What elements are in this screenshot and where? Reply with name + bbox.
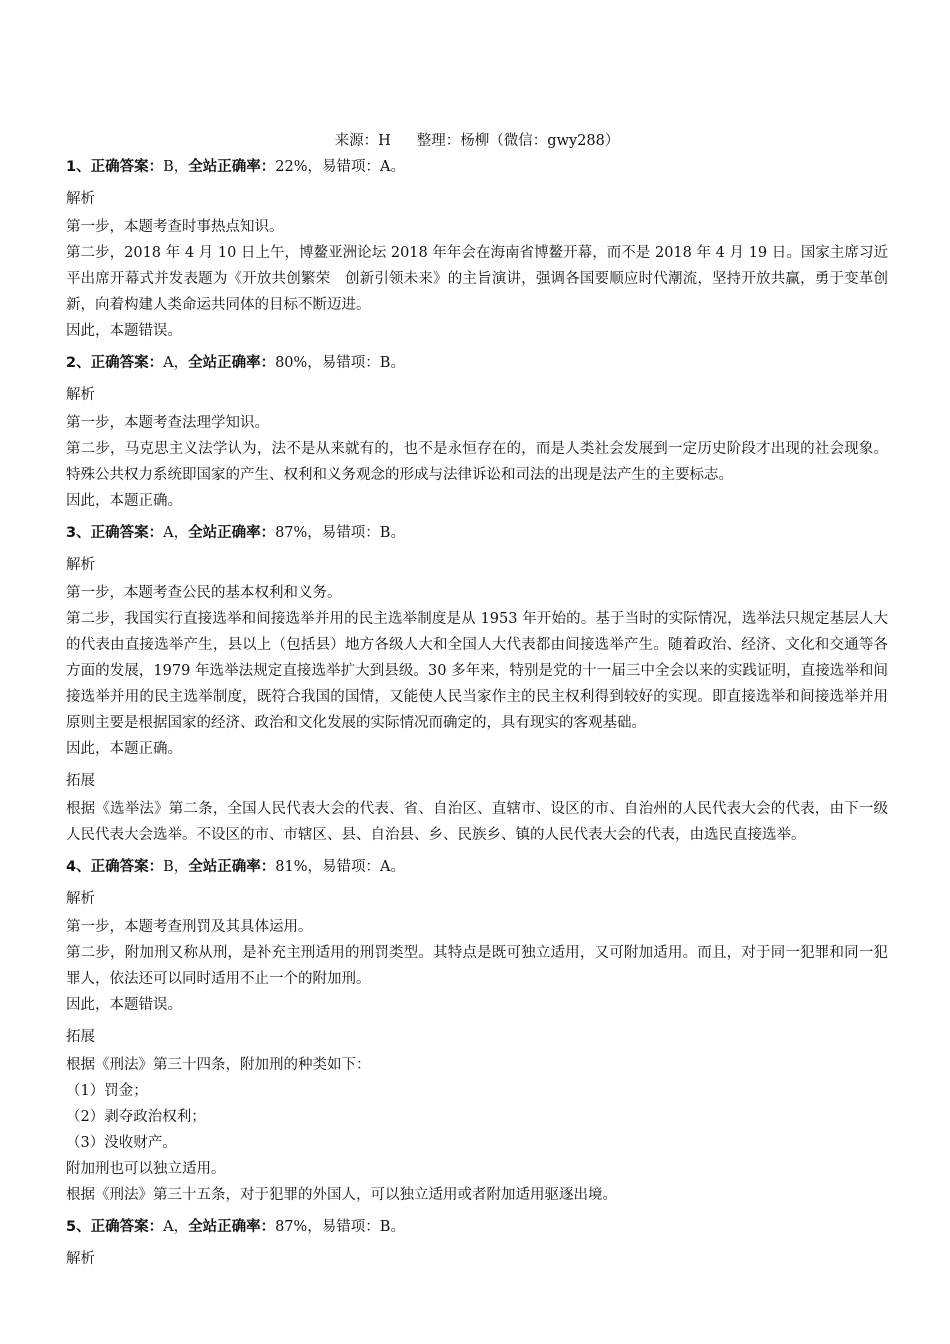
rate-value: 87%，易错项：B。 (275, 1219, 405, 1235)
question-block (66, 1214, 888, 1272)
answer-value: A， (163, 355, 189, 371)
rate-label: 全站正确率： (188, 159, 276, 175)
answer-value: B， (163, 159, 189, 175)
analysis-paragraph: 第二步，附加刑又称从刑，是补充主刑适用的刑罚类型。其特点是既可独立适用，又可附加适用。而且，对于同一犯罪和同一犯罪人，依法还可以同时适用不止一个的附加刑。 (66, 945, 888, 987)
question-number: 5、 (66, 1219, 91, 1235)
rate-label: 全站正确率： (188, 859, 276, 875)
extension-paragraph: （2）剥夺政治权利； (66, 1109, 206, 1125)
extension-paragraph: 根据《选举法》第二条，全国人民代表大会的代表、省、自治区、直辖市、设区的市、自治州的人民代表大会的代表，由下一级人民代表大会选举。不设区的市、市辖区、县、自治县、乡、民族乡、镇的人民代表大会的代表，由选民直接选举。 (66, 801, 888, 843)
question-block (66, 854, 888, 1208)
extension-label: 拓展 (66, 773, 95, 789)
source-header (66, 128, 888, 154)
analysis-paragraph: 第一步，本题考查法理学知识。 (66, 415, 269, 431)
answer-label: 正确答案： (90, 159, 164, 175)
question-header (66, 854, 888, 880)
editor-label: 整理：杨柳（微信：gwy288） (416, 133, 620, 149)
analysis-paragraph: 第二步，2018 年 4 月 10 日上午，博鳌亚洲论坛 2018 年年会在海南省博鳌开幕，而不是 2018 年 4 月 19 日。国家主席习近平出席开幕式并发表题为《开放共创繁荣 创新引领未来》的主旨演讲，强调各国要顺应时代潮流，坚持开放共赢，勇于变革创新，向着构建人类命运共同体的目标不断迈进。 (66, 245, 888, 313)
question-list (66, 154, 888, 1272)
analysis-label: 解析 (66, 387, 95, 403)
answer-label: 正确答案： (90, 525, 164, 541)
question-number: 2、 (66, 355, 91, 371)
answer-label: 正确答案： (90, 355, 164, 371)
question-block (66, 350, 888, 514)
answer-value: B， (163, 859, 189, 875)
question-block (66, 154, 888, 344)
rate-value: 87%，易错项：B。 (275, 525, 405, 541)
extension-paragraph: （1）罚金； (66, 1083, 148, 1099)
analysis-paragraph: 第二步，马克思主义法学认为，法不是从来就有的，也不是永恒存在的，而是人类社会发展到一定历史阶段才出现的社会现象。特殊公共权力系统即国家的产生、权利和义务观念的形成与法律诉讼和司法的出现是法产生的主要标志。 (66, 441, 888, 483)
answer-value: A， (163, 525, 189, 541)
analysis-paragraph: 第一步，本题考查刑罚及其具体运用。 (66, 919, 313, 935)
analysis-paragraph: 第二步，我国实行直接选举和间接选举并用的民主选举制度是从 1953 年开始的。基于当时的实际情况，选举法只规定基层人大的代表由直接选举产生，县以上（包括县）地方各级人大和全国人大代表都由间接选举产生。随着政治、经济、文化和交通等各方面的发展，1979 年选举法规定直接选举扩大到县级。30 多年来，特别是党的十一届三中全会以来的实践证明，直接选举和间接选举并用的民主选举制度，既符合我国的国情，又能使人民当家作主的民主权利得到较好的实现。即直接选举和间接选举并用原则主要是根据国家的经济、政治和文化发展的实际情况而确定的，具有现实的客观基础。 (66, 611, 888, 731)
extension-paragraph: 根据《刑法》第三十五条，对于犯罪的外国人，可以独立适用或者附加适用驱逐出境。 (66, 1187, 617, 1203)
extension-label: 拓展 (66, 1029, 95, 1045)
analysis-label: 解析 (66, 191, 95, 207)
answer-value: A， (163, 1219, 189, 1235)
extension-paragraph: （3）没收财产。 (66, 1135, 177, 1151)
question-block (66, 520, 888, 848)
analysis-label: 解析 (66, 1251, 95, 1267)
analysis-paragraph: 第一步，本题考查时事热点知识。 (66, 219, 284, 235)
question-header (66, 154, 888, 180)
analysis-paragraph: 第一步，本题考查公民的基本权利和义务。 (66, 585, 342, 601)
analysis-paragraph: 因此，本题正确。 (66, 741, 182, 757)
question-number: 1、 (66, 159, 91, 175)
analysis-paragraph: 因此，本题错误。 (66, 323, 182, 339)
source-label: 来源：H (334, 133, 391, 149)
rate-label: 全站正确率： (188, 1219, 276, 1235)
question-header (66, 350, 888, 376)
rate-label: 全站正确率： (188, 525, 276, 541)
analysis-paragraph: 因此，本题错误。 (66, 997, 182, 1013)
rate-label: 全站正确率： (188, 355, 276, 371)
question-number: 3、 (66, 525, 91, 541)
extension-paragraph: 附加刑也可以独立适用。 (66, 1161, 226, 1177)
question-header (66, 1214, 888, 1240)
rate-value: 81%，易错项：A。 (275, 859, 405, 875)
analysis-label: 解析 (66, 891, 95, 907)
analysis-label: 解析 (66, 557, 95, 573)
analysis-paragraph: 因此，本题正确。 (66, 493, 182, 509)
question-number: 4、 (66, 859, 91, 875)
rate-value: 80%，易错项：B。 (275, 355, 405, 371)
extension-paragraph: 根据《刑法》第三十四条，附加刑的种类如下： (66, 1057, 371, 1073)
question-header (66, 520, 888, 546)
rate-value: 22%，易错项：A。 (275, 159, 405, 175)
answer-label: 正确答案： (90, 859, 164, 875)
answer-label: 正确答案： (90, 1219, 164, 1235)
document-page (66, 128, 888, 1278)
